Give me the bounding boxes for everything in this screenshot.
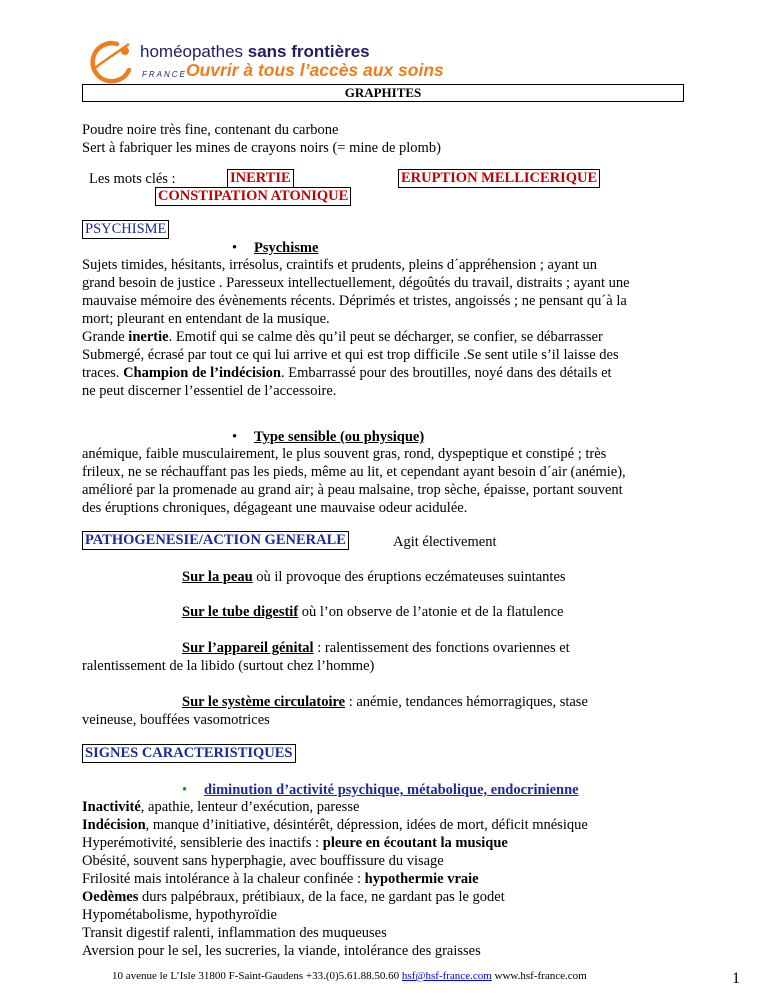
signe-line: Obésité, souvent sans hyperphagie, avec bouffissure du visage: [82, 853, 444, 869]
text-line: des éruptions chroniques, dégageant une mauvaise odeur acidulée.: [82, 500, 468, 516]
text-line: Grande inertie. Emotif qui se calme dès qu’il peut se décharger, se confier, se débarrasser: [82, 329, 603, 345]
text-line: amélioré par la promenade au grand air; à peau malsaine, trop sèche, épaisse, portant souvent: [82, 482, 623, 498]
keyword-inertie: INERTIE: [227, 169, 294, 188]
signe-line: Aversion pour le sel, les sucreries, la viande, intolérance des graisses: [82, 943, 481, 959]
section-heading-psychisme: PSYCHISME: [82, 220, 169, 239]
bullet-signes: • diminution d’activité psychique, métabolique, endocrinienne: [182, 782, 579, 798]
signe-line: Transit digestif ralenti, inflammation des muqueuses: [82, 925, 387, 941]
text-line: ne peut discerner l’essentiel de l’accessoire.: [82, 383, 337, 399]
bullet-icon: •: [182, 782, 188, 798]
footer-address: 10 avenue le L’Isle 31800 F-Saint-Gaudens +33.(0)5.61.88.50.60: [112, 970, 402, 982]
signe-line: Frilosité mais intolérance à la chaleur confinée : hypothermie vraie: [82, 871, 479, 887]
text-line: Sujets timides, hésitants, irrésolus, craintifs et prudents, pleins d´appréhension ; ayant un: [82, 257, 598, 273]
text-line: anémique, faible musculairement, le plus souvent gras, rond, dyspeptique et constipé ; très: [82, 446, 607, 462]
pathogenesie-item: Sur le système circulatoire : anémie, tendances hémorragiques, stase: [182, 694, 588, 710]
keyword-constipation: CONSTIPATION ATONIQUE: [155, 187, 351, 206]
text-line: mauvaise mémoire des évènements récents. Déprimés et tristes, angoissés ; ne pensant qu´à la: [82, 293, 627, 309]
bullet-psychisme: • Psychisme: [232, 240, 319, 256]
footer-website: www.hsf-france.com: [491, 970, 587, 982]
text-line: mort; pleurant en entendant de la musique.: [82, 311, 330, 327]
page-number: 1: [732, 970, 740, 987]
pathogenesie-item-cont: veineuse, bouffées vasomotrices: [82, 712, 270, 728]
pathogenesie-item-cont: ralentissement de la libido (surtout chez l’homme): [82, 658, 375, 674]
logo-mark: [87, 40, 135, 84]
footer-email-link[interactable]: hsf@hsf-france.com: [401, 970, 492, 982]
text-line: Submergé, écrasé par tout ce qui lui arrive et qui est trop difficile .Se sent utile s’il laisse des: [82, 347, 619, 363]
signe-line: Indécision, manque d’initiative, désintérêt, dépression, idées de mort, déficit mnésique: [82, 817, 588, 833]
intro-line: Sert à fabriquer les mines de crayons noirs (= mine de plomb): [82, 140, 441, 156]
signe-line: Hyperémotivité, sensiblerie des inactifs : pleure en écoutant la musique: [82, 835, 508, 851]
pathogenesie-item: Sur le tube digestif où l’on observe de l’atonie et de la flatulence: [182, 604, 564, 620]
bullet-type-sensible: • Type sensible (ou physique): [232, 429, 425, 445]
logo-org-name: homéopathes sans frontières: [140, 42, 370, 61]
text-line: traces. Champion de l’indécision. Embarrassé pour des broutilles, noyé dans des détails et: [82, 365, 612, 381]
keyword-eruption: ERUPTION MELLICERIQUE: [398, 169, 600, 188]
pathogenesie-item: Sur la peau où il provoque des éruptions eczémateuses suintantes: [182, 569, 566, 585]
document-title: GRAPHITES: [82, 84, 684, 102]
pathogenesie-intro: Agit électivement: [393, 534, 497, 550]
logo-tagline: Ouvrir à tous l’accès aux soins: [186, 60, 444, 80]
signe-line: Oedèmes durs palpébraux, prétibiaux, de la face, ne gardant pas le godet: [82, 889, 505, 905]
footer: [112, 970, 587, 982]
intro-line: Poudre noire très fine, contenant du carbone: [82, 122, 339, 138]
pathogenesie-item: Sur l’appareil génital : ralentissement des fonctions ovariennes et: [182, 640, 570, 656]
logo-country: FRANCE: [142, 70, 187, 79]
bullet-icon: •: [232, 429, 238, 445]
section-heading-pathogenesie: PATHOGENESIE/ACTION GENERALE: [82, 531, 349, 550]
keywords-label: Les mots clés :: [89, 171, 176, 187]
text-line: grand besoin de justice . Paresseux intellectuellement, dégoûtés du travail, distraits ; ayant une: [82, 275, 630, 291]
signe-line: Inactivité, apathie, lenteur d’exécution, paresse: [82, 799, 360, 815]
bullet-icon: •: [232, 240, 238, 256]
section-heading-signes: SIGNES CARACTERISTIQUES: [82, 744, 296, 763]
text-line: frileux, ne se réchauffant pas les pieds, même au lit, et cependant ayant besoin d´air (anémie),: [82, 464, 626, 480]
signe-line: Hypométabolisme, hypothyroïdie: [82, 907, 277, 923]
